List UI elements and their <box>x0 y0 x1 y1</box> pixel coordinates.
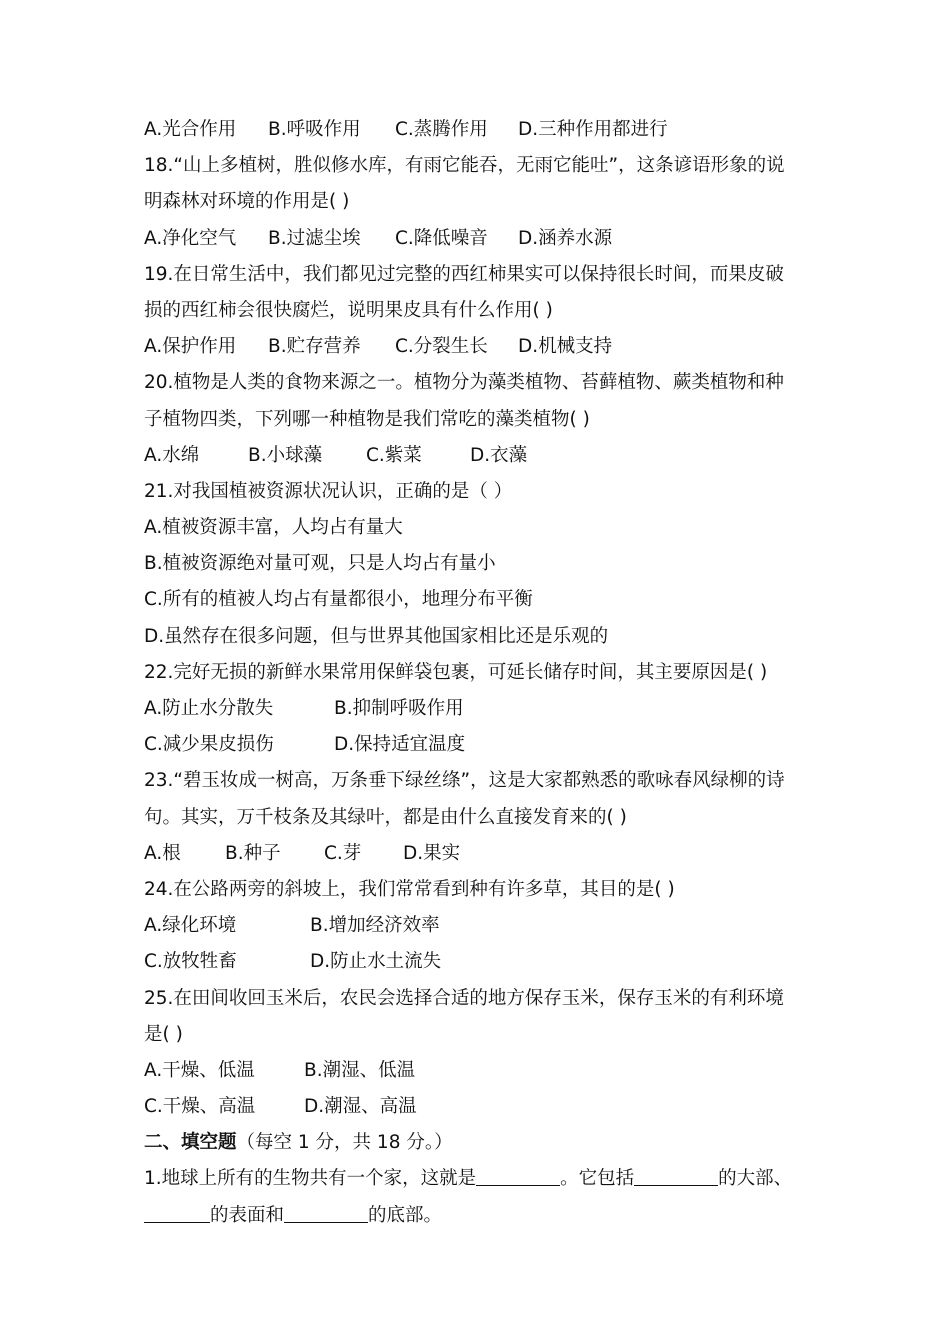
fill-q1-blank-1 <box>476 1163 560 1186</box>
q21-option-a: A.植被资源丰富，人均占有量大 <box>144 517 403 539</box>
q25-option-d: D.潮湿、高温 <box>304 1096 417 1118</box>
q20-option-a: A.水绵 <box>144 444 200 466</box>
q24-options-row1 <box>144 908 814 944</box>
fill-q1-text-5: 的底部。 <box>368 1204 443 1226</box>
q25-options-row1 <box>144 1053 814 1089</box>
q24-options-row2 <box>144 944 814 980</box>
fill-q1-line2 <box>144 1198 814 1234</box>
q22-option-d: D.保持适宜温度 <box>334 734 466 756</box>
q25-options-row2 <box>144 1089 814 1125</box>
q20-option-d: D.衣藻 <box>470 444 528 466</box>
q25-stem-line1: 25.在田间收回玉米后，农民会选择合适的地方保存玉米，保存玉米的有利环境 <box>144 987 784 1009</box>
q19-option-c: C.分裂生长 <box>395 336 488 358</box>
q23-option-c: C.芽 <box>324 842 362 864</box>
q25-option-b: B.潮湿、低温 <box>304 1059 416 1081</box>
fill-q1-text-1: 1.地球上所有的生物共有一个家，这就是 <box>144 1168 477 1190</box>
q17-option-b: B.呼吸作用 <box>268 119 361 140</box>
q22-options-row1 <box>144 691 814 727</box>
q25-stem-line2: 是( ) <box>144 1023 183 1045</box>
q22-option-b: B.抑制呼吸作用 <box>334 698 464 719</box>
q24-stem: 24.在公路两旁的斜坡上，我们常常看到种有许多草，其目的是( ) <box>144 878 675 900</box>
q18-option-b: B.过滤尘埃 <box>268 227 361 249</box>
section-2-header <box>144 1125 814 1161</box>
q25-option-a: A.干燥、低温 <box>144 1059 255 1081</box>
q19-option-b: B.贮存营养 <box>268 336 361 358</box>
q24-option-d: D.防止水土流失 <box>310 951 442 973</box>
q19-stem-line1: 19.在日常生活中，我们都见过完整的西红柿果实可以保持很长时间，而果皮破 <box>144 263 784 285</box>
q19-option-d: D.机械支持 <box>518 336 613 358</box>
q18-option-d: D.涵养水源 <box>518 227 613 249</box>
q23-option-a: A.根 <box>144 842 181 864</box>
q17-option-c: C.蒸腾作用 <box>395 119 488 140</box>
q21-option-d: D.虽然存在很多问题，但与世界其他国家相比还是乐观的 <box>144 625 609 647</box>
q22-option-c: C.减少果皮损伤 <box>144 734 274 756</box>
fill-q1-blank-2 <box>634 1163 718 1186</box>
q20-stem-line2: 子植物四类，下列哪一种植物是我们常吃的藻类植物( ) <box>144 408 590 430</box>
q25-option-c: C.干燥、高温 <box>144 1096 256 1118</box>
q23-options <box>144 836 814 872</box>
q23-option-d: D.果实 <box>403 842 461 864</box>
fill-q1-text-3: 的大部、 <box>718 1168 793 1190</box>
q18-stem-line2: 明森林对环境的作用是( ) <box>144 191 350 213</box>
q23-option-b: B.种子 <box>225 842 281 864</box>
question-list <box>144 112 814 1234</box>
q24-option-a: A.绿化环境 <box>144 915 237 937</box>
q18-stem-line1: 18.“山上多植树，胜似修水库，有雨它能吞，无雨它能吐”，这条谚语形象的说 <box>144 155 785 177</box>
q22-options-row2 <box>144 727 814 763</box>
fill-q1-text-4: 的表面和 <box>210 1204 285 1226</box>
q20-stem-line1: 20.植物是人类的食物来源之一。植物分为藻类植物、苔藓植物、蕨类植物和种 <box>144 372 784 394</box>
q18-option-a: A.净化空气 <box>144 227 237 249</box>
q23-stem-line2: 句。其实，万千枝条及其绿叶，都是由什么直接发育来的( ) <box>144 806 627 828</box>
fill-q1-line1 <box>144 1161 814 1197</box>
q22-stem: 22.完好无损的新鲜水果常用保鲜袋包裹，可延长储存时间，其主要原因是( ) <box>144 661 768 683</box>
q24-option-b: B.增加经济效率 <box>310 915 440 937</box>
q17-options <box>144 112 814 148</box>
q20-options <box>144 438 814 474</box>
fill-q1-blank-4 <box>284 1200 368 1223</box>
section-2-title: 二、填空题 <box>144 1132 237 1154</box>
q24-option-c: C.放牧牲畜 <box>144 951 237 973</box>
q22-option-a: A.防止水分散失 <box>144 698 274 719</box>
q21-stem: 21.对我国植被资源状况认识，正确的是（ ） <box>144 480 513 502</box>
fill-q1-text-2: 。它包括 <box>560 1168 635 1190</box>
q19-stem-line2: 损的西红柿会很快腐烂，说明果皮具有什么作用( ) <box>144 299 553 321</box>
fill-q1-blank-3 <box>144 1200 210 1223</box>
q20-option-c: C.紫菜 <box>366 444 422 466</box>
section-2-note: （每空 1 分，共 18 分。） <box>236 1132 453 1154</box>
q20-option-b: B.小球藻 <box>248 444 323 466</box>
q23-stem-line1: 23.“碧玉妆成一树高，万条垂下绿丝绦”，这是大家都熟悉的歌咏春风绿柳的诗 <box>144 770 785 792</box>
q19-option-a: A.保护作用 <box>144 336 237 358</box>
q18-option-c: C.降低噪音 <box>395 227 488 249</box>
q21-option-c: C.所有的植被人均占有量都很小，地理分布平衡 <box>144 589 533 611</box>
q17-option-d: D.三种作用都进行 <box>518 119 668 140</box>
q18-options <box>144 221 814 257</box>
q17-option-a: A.光合作用 <box>144 119 237 140</box>
q19-options <box>144 329 814 365</box>
q21-option-b: B.植被资源绝对量可观，只是人均占有量小 <box>144 553 496 575</box>
